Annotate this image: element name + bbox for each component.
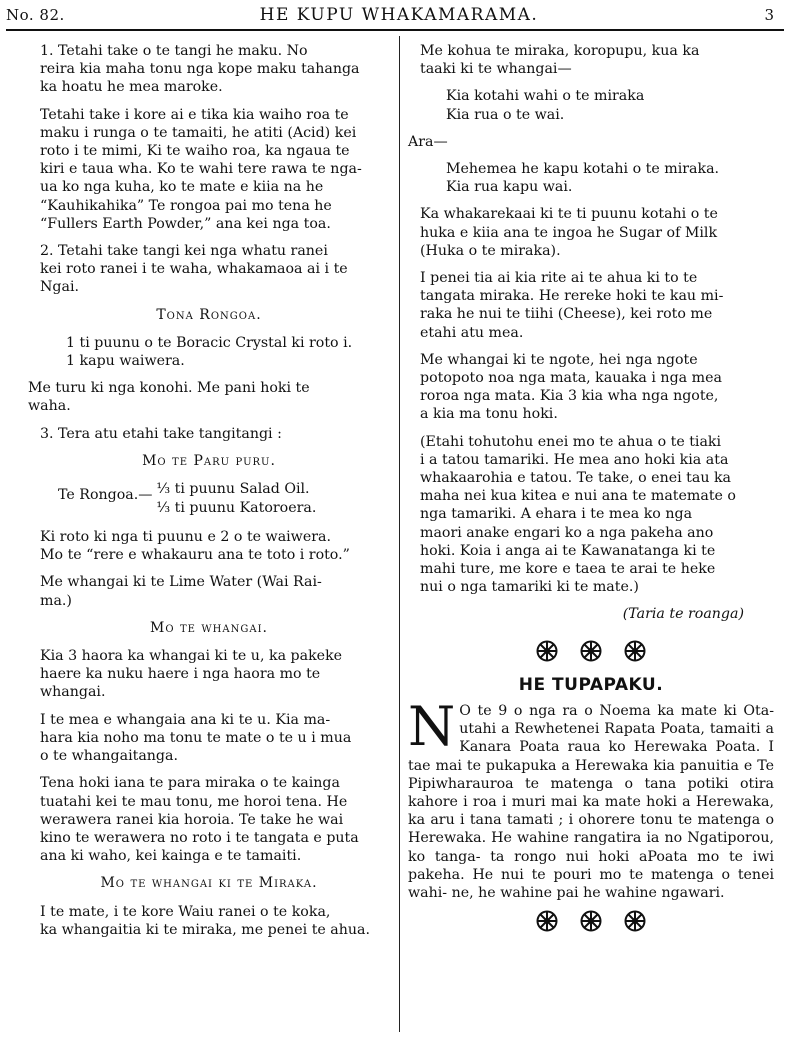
text-line: whakaarohia e tatou. Te take, o enei tau ka <box>420 470 732 487</box>
obituary-text <box>408 694 775 901</box>
text-line: 1 kapu waiwera. <box>66 353 185 370</box>
text-line: maori anake engari ko a nga pakeha ano <box>420 524 714 541</box>
text-line: 2. Tetahi take tangi kei nga whatu ranei <box>40 243 328 260</box>
text-line: Me turu ki nga konohi. Me pani hoki te <box>28 380 310 397</box>
text-line: utahi a Rewhetenei Rapata Poata, <box>459 721 705 738</box>
ornament-row <box>408 640 774 662</box>
text-line: Mehemea he kapu kotahi o te miraka. <box>446 161 720 178</box>
text-line: Kia 3 haora ka whangai ki te u, ka pakeke <box>40 648 343 665</box>
paragraph <box>28 425 390 443</box>
paragraph <box>408 269 774 342</box>
text-line: roroa nga mata. Kia 3 kia wha nga ngote, <box>420 388 719 405</box>
text-line: taaki ki te whangai— <box>420 61 572 78</box>
text-line: ua ko nga kuha, ko te mate e kiia na he <box>40 179 324 196</box>
page-number: 3 <box>764 6 774 24</box>
text-line: potopoto noa nga mata, kauaka i nga mea <box>420 370 722 387</box>
paragraph <box>28 774 390 865</box>
paragraph <box>28 42 390 97</box>
paragraph <box>28 106 390 233</box>
issue-number: No. 82. <box>6 6 65 24</box>
text-line: ne, he wahine pai he wahine ngawari. <box>451 884 725 901</box>
text-line: kiri e taua wha. Ko te wahi tere rawa te nga- <box>40 161 362 178</box>
text-line: 3. Tera atu etahi take tangitangi : <box>40 425 282 442</box>
paragraph <box>408 42 774 78</box>
paragraph <box>28 528 390 564</box>
text-line: etahi atu mea. <box>420 324 524 341</box>
text-line: Mo te “rere e whakauru ana te toto i roto.” <box>40 547 350 564</box>
text-line: o te whangaitanga. <box>40 748 178 765</box>
text-line: Me whangai ki te Lime Water (Wai Rai- <box>40 574 322 591</box>
text-line: “Fullers Earth Powder,” ana kei nga toa. <box>40 215 331 232</box>
paragraph <box>28 242 390 297</box>
text-line: haere ka nuku haere i nga haora mo te <box>40 666 321 683</box>
remedy-label: Te Rongoa.— <box>58 487 153 504</box>
text-line: Kia kotahi wahi o te miraka <box>446 88 645 105</box>
text-line: wahine rangatira ia no Ngatiporou, ko tanga- <box>408 830 774 865</box>
flower-ornament-icon <box>624 640 646 662</box>
text-line: roto i te mimi, Ki te waiho roa, ka ngaua te <box>40 143 350 160</box>
text-line: Tetahi take i kore ai e tika kia waiho roa te <box>40 106 349 123</box>
continued-note: (Taria te roanga) <box>622 606 744 623</box>
text-line: maha nei kua kitea e nui ana te matemate o <box>420 488 736 505</box>
text-line: Tena hoki iana te para miraka o te kainga <box>40 775 340 792</box>
text-line: Kia rua o te wai. <box>446 106 565 123</box>
text-line: raka he nui te tiihi (Cheese), kei roto me <box>420 306 713 323</box>
text-line: kino te werawera no roto i te tangata e puta <box>40 829 359 846</box>
text-line: nui o nga tamariki ki te mate.) <box>420 579 639 596</box>
text-line: hoki. Koia i anga ai te Kawanatanga ki te <box>420 542 716 559</box>
text-line: tangata miraka. He rereke hoki te kau mi- <box>420 288 724 305</box>
text-line: 1 ti puunu o te Boracic Crystal ki roto i. <box>66 334 353 351</box>
section-heading: Mo te whangai ki te Miraka. <box>100 875 318 892</box>
text-line: Me kohua te miraka, koropupu, kua ka <box>420 43 700 59</box>
obituary-title: HE TUPAPAKU. <box>518 674 664 695</box>
text-line: Me whangai ki te ngote, hei nga ngote <box>420 351 698 368</box>
column-divider <box>399 36 400 1032</box>
text-line: kei roto ranei i te waha, whakamaoa ai i te <box>40 261 348 278</box>
left-column <box>28 42 390 948</box>
paragraph <box>408 205 774 260</box>
text-line: “Kauhikahika” Te rongoa pai mo tena he <box>40 197 332 214</box>
paragraph <box>28 903 390 939</box>
text-line: i a tatou tamariki. He mea ano hoki kia ata <box>420 451 729 468</box>
text-line: nga tamariki. A ehara i te mea ko nga <box>420 506 693 523</box>
paragraph <box>408 433 774 597</box>
text-line: ka hoatu he mea maroke. <box>40 79 223 96</box>
right-column <box>408 42 774 946</box>
paragraph <box>28 379 390 415</box>
text-line: (Huka o te miraka). <box>420 242 561 259</box>
text-line: ⅓ ti puunu Salad Oil. <box>156 481 310 498</box>
text-line: reira kia maha tonu nga kope maku tahanga <box>40 61 360 78</box>
text-line: ma.) <box>40 592 72 609</box>
text-line: whangai. <box>40 684 106 701</box>
obituary-paragraph <box>408 694 775 902</box>
recipe-list <box>416 87 774 123</box>
text-line: o tana potiki otira kahore i roa i muri mai ka <box>408 775 774 810</box>
text-line: werawera ranei kia horoia. Te take he wai <box>40 811 344 828</box>
text-line: i ohorere tonu te matenga o Herewaka. He <box>408 812 774 847</box>
paragraph <box>408 351 774 424</box>
text-line: a kia ma tonu hoki. <box>420 406 558 423</box>
recipe-list <box>416 160 774 196</box>
remedy-lines <box>156 480 316 518</box>
flower-ornament-icon <box>580 910 602 932</box>
text-line: Ki roto ki nga ti puunu e 2 o te waiwera. <box>40 529 331 546</box>
section-heading: Mo te Paru puru. <box>142 452 276 469</box>
text-line: tamaiti a Kanara Poata raua ko Herewaka <box>459 721 774 756</box>
text-line: kia panuitia e Te Pipiwharauroa te matenga <box>408 757 775 792</box>
text-line: Ngai. <box>40 279 80 296</box>
text-line: maku i runga o te tamaiti, he atiti (Acid) kei <box>40 124 357 141</box>
paragraph <box>28 573 390 609</box>
text-line: He nui te pouri mo te matenga o tenei wahi- <box>408 866 774 901</box>
text-line: (Etahi tohutohu enei mo te ahua o te tiaki <box>420 433 722 450</box>
text-line: I te mate, i te kore Waiu ranei o te koka, <box>40 903 331 920</box>
text-line: I penei tia ai kia rite ai te ahua ki to te <box>420 270 698 287</box>
header-rule <box>6 29 784 31</box>
drop-cap: N <box>408 694 456 758</box>
page-header <box>0 0 798 34</box>
flower-ornament-icon <box>580 640 602 662</box>
text-line: ⅓ ti puunu Katoroera. <box>156 500 317 517</box>
text-line: I te mea e whangaia ana ki te u. Kia ma- <box>40 711 331 728</box>
text-line: ka whangaitia ki te miraka, me penei te ahua. <box>40 921 371 938</box>
remedy-block <box>58 480 390 518</box>
text-line: ta rongo nui hoki aPoata mo te iwi pakeha. <box>408 848 775 883</box>
flower-ornament-icon <box>624 910 646 932</box>
paragraph <box>28 711 390 766</box>
text-line: tuatahi kei te mau tonu, me horoi tena. He <box>40 793 348 810</box>
ara-label: Ara— <box>408 133 448 150</box>
text-line: O te 9 o nga ra o Noema ka mate ki Ota- <box>459 702 774 719</box>
publication-title: HE KUPU WHAKAMARAMA. <box>259 5 539 25</box>
text-line: Kia rua kapu wai. <box>446 179 573 196</box>
paragraph <box>28 647 390 702</box>
text-line: waha. <box>28 398 71 415</box>
text-line: mahi ture, me kore e taea te arai te heke <box>420 561 716 578</box>
text-line: ana ki waho, kei kainga e te tamaiti. <box>40 848 302 865</box>
flower-ornament-icon <box>536 640 558 662</box>
ornament-row <box>408 910 774 932</box>
section-heading: Mo te whangai. <box>150 619 268 636</box>
recipe-list <box>36 334 390 370</box>
text-line: 1. Tetahi take o te tangi he maku. No <box>40 43 308 59</box>
text-line: Poata. I tae mai te pukapuka a Herewaka <box>408 739 774 774</box>
text-line: huka e kiia ana te ingoa he Sugar of Milk <box>420 224 718 241</box>
text-line: hara kia noho ma tonu te mate o te u i mua <box>40 729 352 746</box>
section-heading: Tona Rongoa. <box>156 306 262 323</box>
text-line: mate hoki a Herewaka, ka aru i tana tamati ; <box>408 793 774 829</box>
text-line: Ka whakarekaai ki te ti puunu kotahi o te <box>420 206 718 223</box>
flower-ornament-icon <box>536 910 558 932</box>
